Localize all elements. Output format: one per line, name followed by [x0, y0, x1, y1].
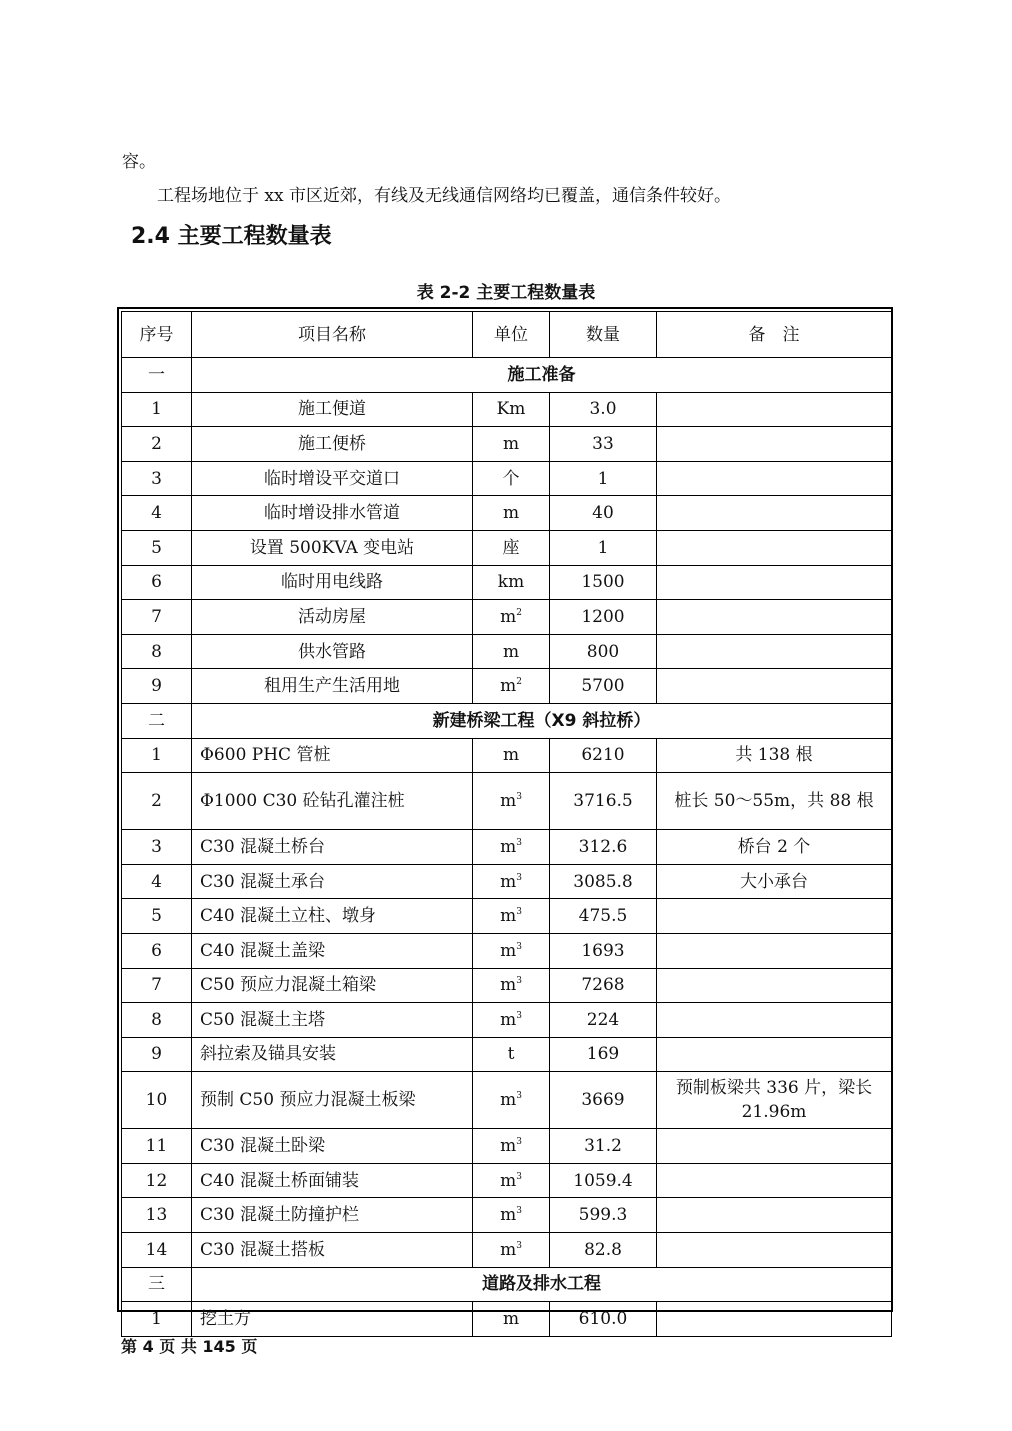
cell-unit [473, 634, 550, 669]
cell-remark [657, 1198, 892, 1233]
cell-qty: 1500 [550, 565, 657, 600]
section-index: 一 [122, 358, 192, 393]
cell-qty: 31.2 [550, 1129, 657, 1164]
cell-remark: 大小承台 [657, 864, 892, 899]
cell-no: 1 [122, 738, 192, 773]
table-row [122, 392, 892, 427]
cell-remark [657, 968, 892, 1003]
cell-qty: 1200 [550, 600, 657, 635]
section-row [122, 703, 892, 738]
cell-unit [473, 968, 550, 1003]
cell-remark [657, 933, 892, 968]
cell-qty: 599.3 [550, 1198, 657, 1233]
cell-no: 6 [122, 933, 192, 968]
table-row [122, 634, 892, 669]
cell-name: C30 混凝土防撞护栏 [192, 1198, 473, 1233]
cell-qty: 1 [550, 461, 657, 496]
cell-name: 供水管路 [192, 634, 473, 669]
cell-unit [473, 773, 550, 830]
cell-name: 挖土方 [192, 1302, 473, 1337]
cell-remark: 桩长 50～55m，共 88 根 [657, 773, 892, 830]
cell-unit [473, 1233, 550, 1268]
cell-unit-exponent: 3 [516, 1010, 522, 1021]
cell-remark [657, 899, 892, 934]
cell-name: 临时增设排水管道 [192, 496, 473, 531]
cell-no: 14 [122, 1233, 192, 1268]
table-row [122, 669, 892, 704]
page-footer: 第 4 页 共 145 页 [121, 1337, 258, 1356]
cell-no: 7 [122, 600, 192, 635]
section-title: 道路及排水工程 [192, 1267, 892, 1302]
cell-unit-text: 个 [502, 468, 520, 489]
cell-remark [657, 1037, 892, 1072]
section-row [122, 1267, 892, 1302]
table-row [122, 427, 892, 462]
cell-qty: 1693 [550, 933, 657, 968]
cell-no: 11 [122, 1129, 192, 1164]
cell-name: C30 混凝土承台 [192, 864, 473, 899]
cell-unit-exponent: 3 [516, 907, 522, 918]
cell-unit-text: m [500, 836, 517, 857]
cell-remark [657, 1129, 892, 1164]
cell-name: 施工便道 [192, 392, 473, 427]
cell-unit-text: m [502, 503, 520, 524]
cell-unit-exponent: 3 [516, 792, 522, 803]
cell-unit-text: m [500, 871, 517, 892]
cell-remark [657, 565, 892, 600]
table-row [122, 738, 892, 773]
cell-name: C40 混凝土桥面铺装 [192, 1163, 473, 1198]
table-row [122, 461, 892, 496]
cell-unit [473, 1198, 550, 1233]
cell-no: 1 [122, 392, 192, 427]
table-header-row [122, 312, 892, 358]
quantity-table [121, 311, 892, 1337]
cell-remark [657, 1302, 892, 1337]
header-no: 序号 [122, 312, 192, 358]
cell-qty: 7268 [550, 968, 657, 1003]
cell-no: 13 [122, 1198, 192, 1233]
table-row [122, 1233, 892, 1268]
cell-unit-exponent: 3 [516, 1206, 522, 1217]
cell-unit [473, 565, 550, 600]
table-row [122, 773, 892, 830]
cell-name: C40 混凝土盖梁 [192, 933, 473, 968]
section-title: 施工准备 [192, 358, 892, 393]
cell-unit [473, 392, 550, 427]
cell-unit [473, 1037, 550, 1072]
cell-unit-exponent: 2 [516, 677, 522, 688]
cell-qty: 6210 [550, 738, 657, 773]
cell-unit [473, 830, 550, 865]
cell-unit-exponent: 2 [516, 607, 522, 618]
cell-qty: 40 [550, 496, 657, 531]
cell-remark [657, 600, 892, 635]
cell-qty: 3.0 [550, 392, 657, 427]
cell-unit-text: km [497, 572, 525, 593]
cell-unit-text: m [500, 906, 517, 927]
cell-unit-text: m [500, 1009, 517, 1030]
cell-no: 4 [122, 864, 192, 899]
cell-qty: 33 [550, 427, 657, 462]
cell-remark: 桥台 2 个 [657, 830, 892, 865]
cell-no: 1 [122, 1302, 192, 1337]
cell-unit-text: m [500, 1170, 517, 1191]
cell-unit-text: Km [496, 399, 526, 420]
section-title: 新建桥梁工程（X9 斜拉桥） [192, 703, 892, 738]
cell-unit-text: m [502, 641, 520, 662]
cell-unit [473, 1003, 550, 1038]
cell-no: 9 [122, 1037, 192, 1072]
cell-name: C30 混凝土桥台 [192, 830, 473, 865]
cell-unit-text: m [500, 975, 517, 996]
cell-unit-text: m [502, 1309, 520, 1330]
cell-unit-exponent: 3 [516, 1091, 522, 1102]
table-row [122, 899, 892, 934]
cell-unit [473, 899, 550, 934]
cell-unit-text: t [507, 1044, 515, 1065]
cell-unit [473, 1072, 550, 1129]
cell-name: 活动房屋 [192, 600, 473, 635]
cell-name: C30 混凝土卧梁 [192, 1129, 473, 1164]
cell-unit [473, 933, 550, 968]
cell-unit-text: m [500, 940, 517, 961]
table-row [122, 565, 892, 600]
cell-no: 9 [122, 669, 192, 704]
cell-unit [473, 461, 550, 496]
table-row [122, 864, 892, 899]
cell-unit-text: m [500, 676, 517, 697]
paragraph-continuation: 容。 [122, 152, 156, 172]
cell-no: 2 [122, 773, 192, 830]
cell-remark [657, 634, 892, 669]
cell-name: 预制 C50 预应力混凝土板梁 [192, 1072, 473, 1129]
cell-unit-text: m [500, 1239, 517, 1260]
table-row [122, 1072, 892, 1129]
cell-name: 临时增设平交道口 [192, 461, 473, 496]
cell-unit-text: m [500, 1136, 517, 1157]
cell-remark: 预制板梁共 336 片，梁长 21.96m [657, 1072, 892, 1129]
section-index: 二 [122, 703, 192, 738]
cell-no: 3 [122, 461, 192, 496]
cell-qty: 3085.8 [550, 864, 657, 899]
cell-remark [657, 1003, 892, 1038]
cell-unit-text: m [502, 433, 520, 454]
quantity-table-body [122, 312, 892, 1337]
cell-unit-exponent: 3 [516, 837, 522, 848]
cell-qty: 800 [550, 634, 657, 669]
table-row [122, 496, 892, 531]
cell-no: 2 [122, 427, 192, 462]
section-heading: 2.4 主要工程数量表 [131, 224, 332, 249]
cell-qty: 475.5 [550, 899, 657, 934]
cell-remark [657, 392, 892, 427]
cell-unit-exponent: 3 [516, 1171, 522, 1182]
table-row [122, 1037, 892, 1072]
cell-no: 5 [122, 899, 192, 934]
cell-name: C40 混凝土立柱、墩身 [192, 899, 473, 934]
cell-no: 7 [122, 968, 192, 1003]
cell-unit-text: m [500, 791, 517, 812]
table-row [122, 830, 892, 865]
cell-unit-exponent: 3 [516, 872, 522, 883]
cell-remark: 共 138 根 [657, 738, 892, 773]
cell-unit [473, 1129, 550, 1164]
cell-unit [473, 600, 550, 635]
table-row [122, 933, 892, 968]
cell-unit [473, 427, 550, 462]
cell-qty: 3669 [550, 1072, 657, 1129]
cell-remark [657, 1233, 892, 1268]
table-row [122, 1129, 892, 1164]
table-row [122, 530, 892, 565]
table-caption: 表 2-2 主要工程数量表 [416, 283, 596, 303]
cell-no: 6 [122, 565, 192, 600]
cell-unit [473, 864, 550, 899]
cell-unit-text: m [500, 1205, 517, 1226]
cell-unit [473, 738, 550, 773]
cell-name: 施工便桥 [192, 427, 473, 462]
cell-remark [657, 427, 892, 462]
cell-name: C50 混凝土主塔 [192, 1003, 473, 1038]
cell-unit [473, 1163, 550, 1198]
cell-unit-exponent: 3 [516, 1137, 522, 1148]
cell-unit [473, 530, 550, 565]
header-qty: 数量 [550, 312, 657, 358]
cell-qty: 3716.5 [550, 773, 657, 830]
cell-name: 设置 500KVA 变电站 [192, 530, 473, 565]
cell-remark [657, 496, 892, 531]
cell-qty: 1 [550, 530, 657, 565]
header-name: 项目名称 [192, 312, 473, 358]
cell-no: 3 [122, 830, 192, 865]
cell-name: C50 预应力混凝土箱梁 [192, 968, 473, 1003]
cell-unit-text: m [502, 745, 520, 766]
cell-no: 8 [122, 634, 192, 669]
cell-unit [473, 669, 550, 704]
cell-qty: 82.8 [550, 1233, 657, 1268]
cell-no: 8 [122, 1003, 192, 1038]
cell-no: 5 [122, 530, 192, 565]
cell-unit-text: m [500, 606, 517, 627]
cell-qty: 169 [550, 1037, 657, 1072]
cell-qty: 5700 [550, 669, 657, 704]
paragraph-communication: 工程场地位于 xx 市区近郊，有线及无线通信网络均已覆盖，通信条件较好。 [157, 186, 731, 206]
quantity-table-frame [117, 307, 893, 1330]
cell-no: 12 [122, 1163, 192, 1198]
cell-no: 4 [122, 496, 192, 531]
cell-name: 斜拉索及锚具安装 [192, 1037, 473, 1072]
cell-unit-text: 座 [502, 537, 520, 558]
cell-unit-exponent: 3 [516, 976, 522, 987]
table-row [122, 600, 892, 635]
cell-unit [473, 1302, 550, 1337]
cell-name: Φ1000 C30 砼钻孔灌注桩 [192, 773, 473, 830]
cell-remark [657, 1163, 892, 1198]
cell-unit-exponent: 3 [516, 941, 522, 952]
cell-remark [657, 669, 892, 704]
cell-unit [473, 496, 550, 531]
table-row [122, 1302, 892, 1337]
header-unit: 单位 [473, 312, 550, 358]
table-row [122, 1198, 892, 1233]
section-row [122, 358, 892, 393]
cell-qty: 1059.4 [550, 1163, 657, 1198]
cell-name: 临时用电线路 [192, 565, 473, 600]
section-index: 三 [122, 1267, 192, 1302]
header-remark: 备 注 [657, 312, 892, 358]
cell-qty: 224 [550, 1003, 657, 1038]
table-row [122, 1163, 892, 1198]
table-row [122, 1003, 892, 1038]
cell-unit-exponent: 3 [516, 1240, 522, 1251]
table-row [122, 968, 892, 1003]
cell-qty: 610.0 [550, 1302, 657, 1337]
cell-no: 10 [122, 1072, 192, 1129]
cell-name: 租用生产生活用地 [192, 669, 473, 704]
cell-qty: 312.6 [550, 830, 657, 865]
cell-name: C30 混凝土搭板 [192, 1233, 473, 1268]
cell-remark [657, 461, 892, 496]
cell-name: Φ600 PHC 管桩 [192, 738, 473, 773]
cell-remark [657, 530, 892, 565]
cell-unit-text: m [500, 1090, 517, 1111]
